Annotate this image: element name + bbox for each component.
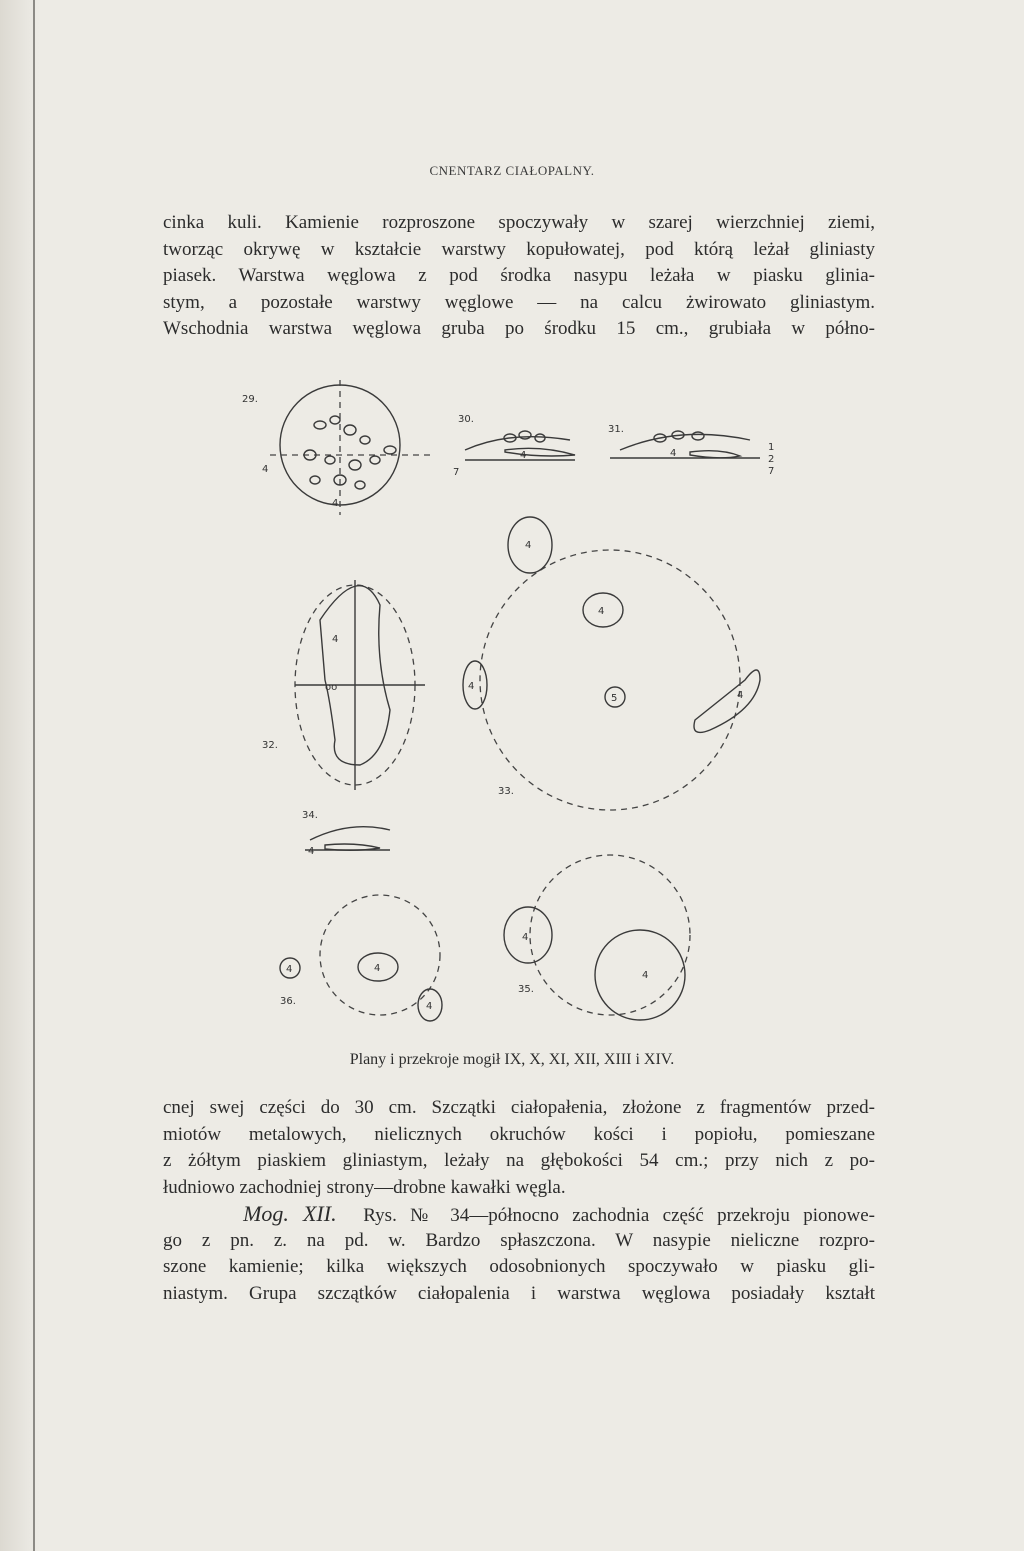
text-line: niastym. Grupa szczątków ciałopalenia i warstwa węglowa posiadały kształt (163, 1282, 875, 1304)
text-line-mog (163, 1201, 875, 1228)
text-line: miotów metalowych, nielicznych okruchów kości i popiołu, pomieszane (163, 1123, 875, 1145)
text-line: go z pn. z. na pd. w. Bardzo spłaszczona. W nasypie nieliczne rozpro- (163, 1229, 875, 1251)
fig-label-4: 4 (598, 606, 605, 617)
fig-label-32: 32. (262, 740, 278, 751)
fig-label-4: 4 (468, 681, 475, 692)
fig-31-section (608, 424, 774, 477)
paragraph-top (163, 210, 875, 343)
text-line: cinka kuli. Kamienie rozproszone spoczywały w szarej wierzchniej ziemi, (163, 212, 875, 233)
text-line: piasek. Warstwa węglowa z pod środka nasypu leżała w piasku glinia- (163, 265, 875, 286)
mog-label: Mog. XII. (243, 1201, 337, 1226)
fig-36-plan (280, 895, 442, 1021)
grave-plans-figure (240, 380, 800, 1040)
fig-label-oo: oo (325, 682, 338, 693)
fig-label-4: 4 (426, 1001, 433, 1012)
text-line: cnej swej części do 30 cm. Szczątki ciałopałenia, złożone z fragmentów przed- (163, 1097, 875, 1118)
fig-label-4: 4 (286, 964, 293, 975)
fig-30-section (453, 414, 575, 478)
fig-label-33: 33. (498, 786, 514, 797)
mog-line-text: Rys. № 34—północno zachodnia część przekroju pionowe- (363, 1205, 876, 1226)
text-line: Wschodnia warstwa węglowa gruba po środku 15 cm., grubiała w półno- (163, 318, 875, 339)
figure-caption: Plany i przekroje mogił IX, X, XI, XII, XIII i XIV. (349, 1051, 675, 1068)
fig-label-4: 4 (737, 690, 744, 701)
fig-label-34: 34. (302, 810, 318, 821)
fig-label-5: 5 (611, 693, 618, 704)
fig-label-4: 4 (670, 448, 677, 459)
fig-label-4: 4 (522, 932, 529, 943)
fig-label-29: 29. (242, 394, 258, 405)
fig-label-4: 4 (332, 634, 339, 645)
fig-label-30: 30. (458, 414, 474, 425)
fig-29-plan (242, 380, 430, 515)
fig-label-2: 2 (768, 454, 775, 465)
text-line: szone kamienie; kilka większych odosobnionych spoczywało w piasku gli- (163, 1256, 875, 1277)
fig-label-4: 4 (332, 498, 339, 509)
text-line: stym, a pozostałe warstwy węglowe — na calcu żwirowato gliniastym. (163, 291, 875, 313)
fig-label-1: 1 (768, 442, 775, 453)
fig-label-7: 7 (453, 467, 460, 478)
fig-label-4: 4 (308, 846, 315, 857)
text-line: łudniowo zachodniej strony—drobne kawałki węgla. (163, 1176, 566, 1198)
fig-34-section (302, 810, 390, 857)
fig-33-plan (463, 517, 760, 810)
fig-label-4: 4 (642, 970, 649, 981)
paragraph-bottom (163, 1095, 875, 1307)
running-title: CNENTARZ CIAŁOPALNY. (429, 163, 595, 178)
fig-label-35: 35. (518, 984, 534, 995)
fig-32-plan (262, 580, 425, 790)
fig-label-7: 7 (768, 466, 775, 477)
fig-label-31: 31. (608, 424, 624, 435)
fig-label-36: 36. (280, 996, 296, 1007)
fig-label-4: 4 (525, 540, 532, 551)
fig-label-4: 4 (374, 963, 381, 974)
text-line: z żółtym piaskiem gliniastym, leżały na głębokości 54 cm.; przy nich z po- (163, 1150, 875, 1171)
fig-label-4: 4 (520, 450, 527, 461)
binding-edge (33, 0, 35, 1551)
text-line: tworząc okrywę w kształcie warstwy kopułowatej, pod którą leżał gliniasty (163, 238, 875, 260)
fig-35-plan (504, 855, 690, 1020)
fig-label-4: 4 (262, 464, 269, 475)
